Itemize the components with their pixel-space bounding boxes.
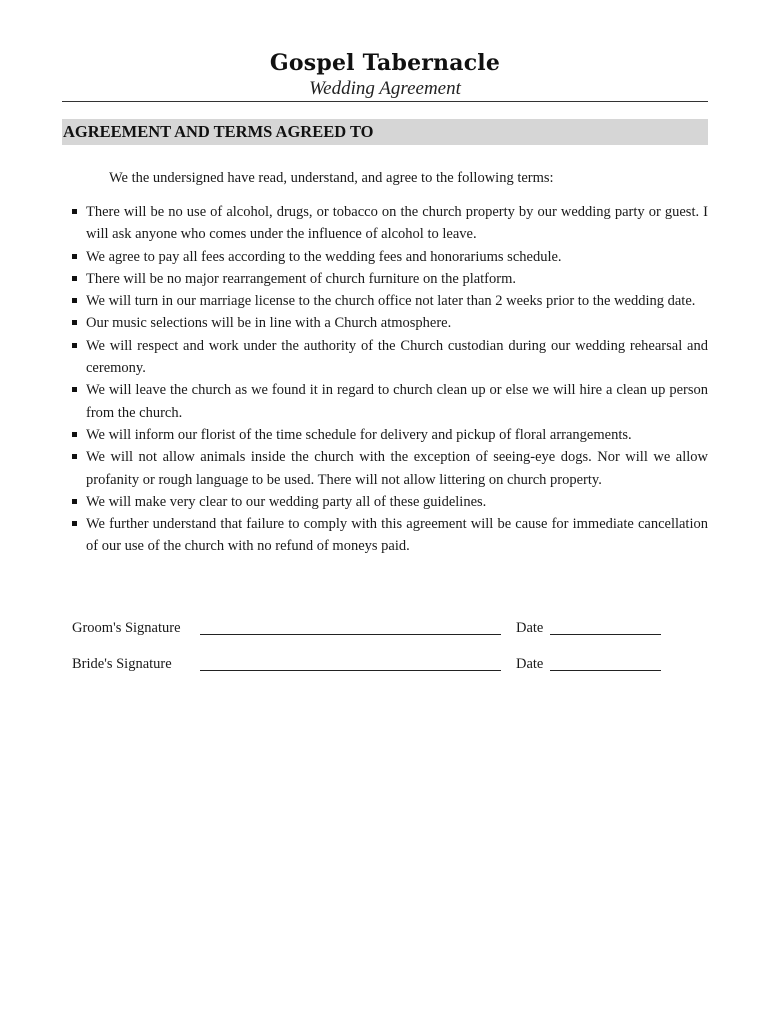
square-bullet-icon — [72, 298, 77, 303]
document-header — [62, 48, 708, 100]
term-text: We will respect and work under the authority of the Church custodian during our wedding rehearsal and ceremony. — [86, 337, 708, 377]
square-bullet-icon — [72, 209, 77, 214]
groom-date-line[interactable] — [550, 634, 661, 635]
square-bullet-icon — [72, 254, 77, 259]
term-item — [72, 268, 708, 290]
term-item — [72, 290, 708, 312]
bride-signature-row — [72, 653, 672, 675]
term-item — [72, 446, 708, 491]
term-text: We will leave the church as we found it in regard to church clean up or else we will hire a clean up person from the church. — [86, 382, 708, 421]
groom-signature-label: Groom's Signature — [72, 620, 181, 636]
church-name: Gospel Tabernacle — [269, 50, 501, 76]
square-bullet-icon — [72, 276, 77, 281]
square-bullet-icon — [72, 343, 77, 348]
term-text: We agree to pay all fees according to the wedding fees and honorariums schedule. — [86, 248, 562, 265]
term-item — [72, 201, 708, 246]
groom-signature-line[interactable] — [200, 634, 501, 635]
bride-date-label: Date — [516, 656, 544, 672]
term-text: There will be no use of alcohol, drugs, or tobacco on the church property by our wedding party or guest. I will ask anyone who comes under the influence of alcohol to leave. — [86, 204, 708, 243]
square-bullet-icon — [72, 387, 77, 392]
section-heading-bar — [62, 119, 708, 145]
groom-date-label: Date — [516, 620, 544, 636]
term-text: There will be no major rearrangement of church furniture on the platform. — [86, 270, 516, 287]
header-divider — [62, 101, 708, 102]
term-text: We will inform our florist of the time schedule for delivery and pickup of floral arrangements. — [86, 426, 632, 443]
square-bullet-icon — [72, 432, 77, 437]
term-item — [72, 312, 708, 334]
square-bullet-icon — [72, 521, 77, 526]
term-text: Our music selections will be in line with a Church atmosphere. — [86, 315, 452, 332]
term-item — [72, 513, 708, 558]
document-title: Wedding Agreement — [309, 78, 461, 99]
square-bullet-icon — [72, 454, 77, 459]
terms-list — [72, 201, 708, 558]
square-bullet-icon — [72, 320, 77, 325]
square-bullet-icon — [72, 499, 77, 504]
bride-date-line[interactable] — [550, 670, 661, 671]
bride-signature-label: Bride's Signature — [72, 656, 172, 672]
term-text: We will not allow animals inside the church with the exception of seeing-eye dogs. Nor will we allow profanity or rough language to be used. There will not allow littering on church property. — [86, 449, 708, 488]
section-title: AGREEMENT AND TERMS AGREED TO — [63, 122, 374, 141]
term-item — [72, 491, 708, 513]
term-text: We will turn in our marriage license to the church office not later than 2 weeks prior to the wedding date. — [86, 293, 696, 310]
term-item — [72, 379, 708, 424]
bride-signature-line[interactable] — [200, 670, 501, 671]
term-text: We further understand that failure to comply with this agreement will be cause for immediate cancellation of our use of the church with no refund of moneys paid. — [86, 516, 708, 555]
term-item — [72, 424, 708, 446]
term-text: We will make very clear to our wedding party all of these guidelines. — [86, 493, 487, 510]
intro-text: We the undersigned have read, understand, and agree to the following terms: — [109, 170, 554, 186]
groom-signature-row — [72, 617, 672, 639]
term-item — [72, 246, 708, 268]
term-item — [72, 335, 708, 380]
